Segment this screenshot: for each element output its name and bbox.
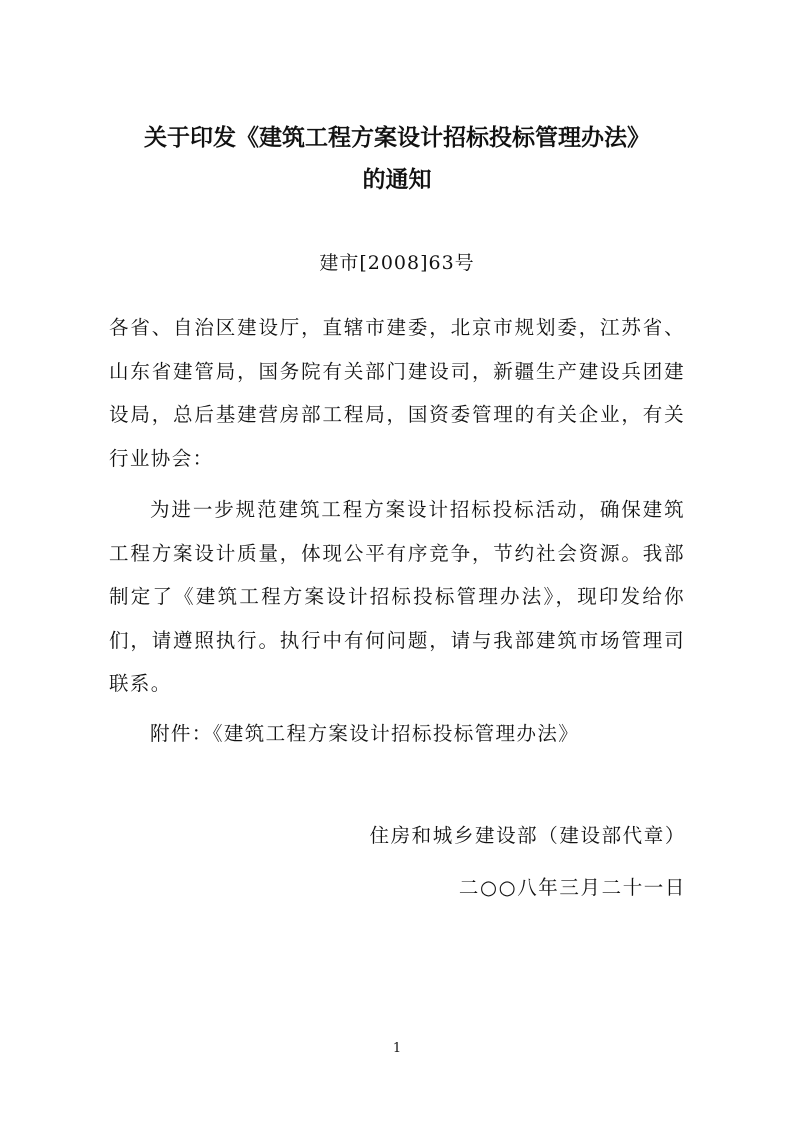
body-paragraph: 为进一步规范建筑工程方案设计招标投标活动，确保建筑工程方案设计质量，体现公平有序竞争，节约社会资源。我部制定了《建筑工程方案设计招标投标管理办法》，现印发给你们，请遵照执行。执行中有何问题，请与我部建筑市场管理司联系。 [109, 498, 685, 695]
document-number: 建市[2008]63号 [319, 252, 475, 274]
addressee-paragraph: 各省、自治区建设厅，直辖市建委，北京市规划委，江苏省、山东省建管局，国务院有关部门建设司，新疆生产建设兵团建设局，总后基建营房部工程局，国资委管理的有关企业，有关行业协会： [109, 316, 685, 470]
document-title-line-2: 的通知 [362, 167, 432, 193]
attachment-line: 附件：《建筑工程方案设计招标投标管理办法》 [150, 722, 580, 745]
page-number: 1 [392, 1041, 402, 1056]
issue-date: 二○○八年三月二十一日 [458, 876, 686, 899]
issuer-signature: 住房和城乡建设部（建设部代章） [369, 824, 686, 847]
document-title-line-1: 关于印发《建筑工程方案设计招标投标管理办法》 [144, 125, 650, 151]
